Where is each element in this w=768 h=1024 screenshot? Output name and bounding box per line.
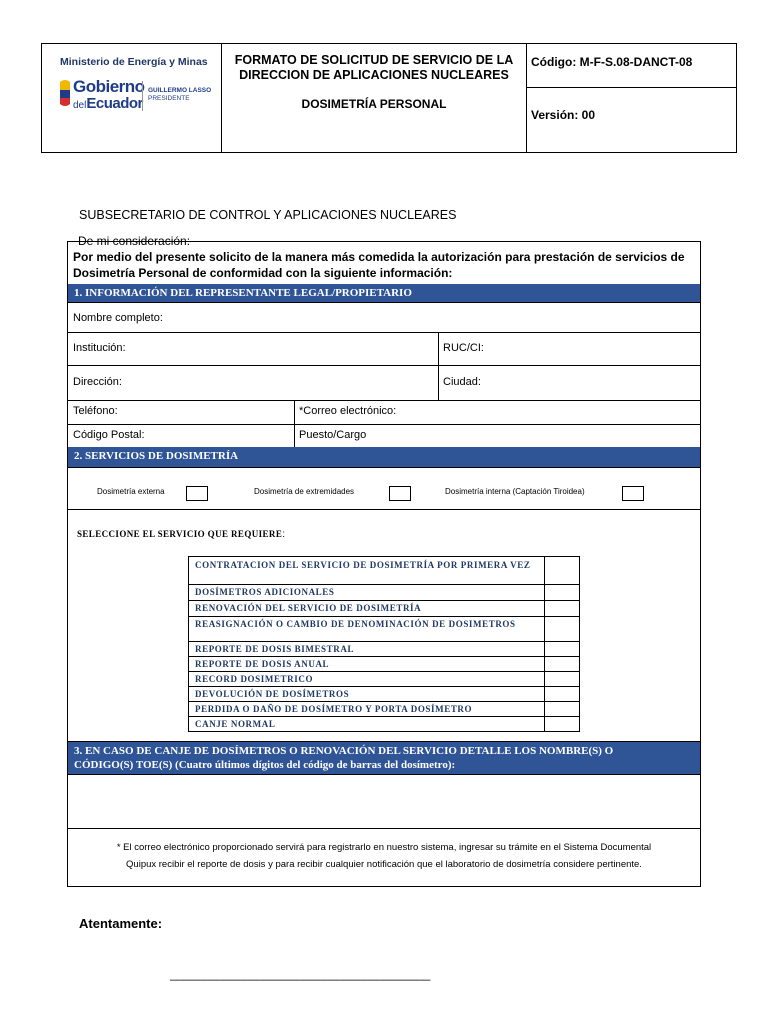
form-title-line2: DIRECCION DE APLICACIONES NUCLEARES <box>239 68 509 82</box>
service-label: REPORTE DE DOSIS ANUAL <box>189 657 545 672</box>
ministry-name: Ministerio de Energía y Minas <box>60 56 208 68</box>
select-service-prompt: SELECCIONE EL SERVICIO QUE REQUIERE <box>77 529 283 539</box>
form-title-line1: FORMATO DE SOLICITUD DE SERVICIO DE LA <box>234 53 514 67</box>
table-row <box>189 557 580 585</box>
section2-header: 2. SERVICIOS DE DOSIMETRÍA <box>68 447 700 467</box>
ruc-label: RUC/CI: <box>443 342 484 354</box>
service-checkbox[interactable] <box>545 642 580 657</box>
service-checkbox[interactable] <box>545 717 580 732</box>
postal-code-label: Código Postal: <box>73 429 145 441</box>
opt-external-label: Dosimetría externa <box>97 487 165 496</box>
addressee: SUBSECRETARIO DE CONTROL Y APLICACIONES NUCLEARES <box>79 208 457 222</box>
service-checkbox[interactable] <box>545 702 580 717</box>
service-checkbox[interactable] <box>545 657 580 672</box>
institution-label: Institución: <box>73 342 126 354</box>
closing: Atentamente: <box>79 916 163 931</box>
service-label: PERDIDA O DAÑO DE DOSÍMETRO Y PORTA DOSÍMETRO <box>189 702 545 717</box>
table-row <box>189 585 580 601</box>
president-title: PRESIDENTE <box>148 95 190 102</box>
signature-line: _______________________________________ <box>170 967 431 981</box>
section3-title-line1: 3. EN CASO DE CANJE DE DOSÍMETROS O RENOVACIÓN DEL SERVICIO DETALLE LOS NOMBRE(S) O <box>74 745 614 757</box>
service-checkbox[interactable] <box>545 557 580 585</box>
service-label: CONTRATACION DEL SERVICIO DE DOSIMETRÍA POR PRIMERA VEZ <box>189 557 545 585</box>
opt-extremities-checkbox[interactable] <box>389 486 411 501</box>
section3-title-line2: CÓDIGO(S) TOE(S) (Cuatro últimos dígitos del código de barras del dosímetro): <box>74 759 456 771</box>
service-checkbox[interactable] <box>545 601 580 617</box>
gov-line2: Ecuador <box>86 95 143 112</box>
city-label: Ciudad: <box>443 376 481 388</box>
opt-internal-checkbox[interactable] <box>622 486 644 501</box>
service-label: CANJE NORMAL <box>189 717 545 732</box>
form-version: Versión: 00 <box>531 108 596 122</box>
services-table <box>188 556 580 732</box>
table-row <box>189 672 580 687</box>
form-subtitle: DOSIMETRÍA PERSONAL <box>301 97 447 111</box>
service-checkbox[interactable] <box>545 687 580 702</box>
table-row <box>189 717 580 732</box>
section1-header: 1. INFORMACIÓN DEL REPRESENTANTE LEGAL/PROPIETARIO <box>68 284 700 302</box>
select-service-colon: : <box>282 529 286 540</box>
service-checkbox[interactable] <box>545 585 580 601</box>
intro-line1: Por medio del presente solicito de la manera más comedida la autorización para prestación de servicios de <box>73 250 685 264</box>
email-label: *Correo electrónico: <box>299 405 397 417</box>
full-name-label: Nombre completo: <box>73 312 163 324</box>
greeting: De mi consideración: <box>78 234 191 248</box>
position-label: Puesto/Cargo <box>299 429 367 441</box>
ministry-logo <box>58 54 218 124</box>
section3-header <box>68 741 700 774</box>
table-row <box>189 657 580 672</box>
opt-extremities-label: Dosimetría de extremidades <box>254 487 355 496</box>
address-label: Dirección: <box>73 376 122 388</box>
opt-internal-label: Dosimetría interna (Captación Tiroidea) <box>445 487 585 496</box>
intro-line2: Dosimetría Personal de conformidad con la siguiente información: <box>73 266 453 280</box>
gov-line1: Gobierno <box>73 77 145 96</box>
opt-external-checkbox[interactable] <box>186 486 208 501</box>
service-label: REASIGNACIÓN O CAMBIO DE DENOMINACIÓN DE DOSIMETROS <box>189 617 545 642</box>
service-label: REPORTE DE DOSIS BIMESTRAL <box>189 642 545 657</box>
gov-emblem-icon <box>58 78 72 108</box>
service-label: RECORD DOSIMETRICO <box>189 672 545 687</box>
table-row <box>189 642 580 657</box>
phone-label: Teléfono: <box>73 405 118 417</box>
note-line2: Quipux recibir el reporte de dosis y para recibir cualquier notificación que el laboratorio de dosimetría considere pertinente. <box>126 859 642 870</box>
service-label: DEVOLUCIÓN DE DOSÍMETROS <box>189 687 545 702</box>
table-row <box>189 617 580 642</box>
service-label: DOSÍMETROS ADICIONALES <box>189 585 545 601</box>
service-checkbox[interactable] <box>545 672 580 687</box>
gov-line2-prefix: del <box>73 100 87 111</box>
service-label: RENOVACIÓN DEL SERVICIO DE DOSIMETRÍA <box>189 601 545 617</box>
table-row <box>189 687 580 702</box>
note-line1: * El correo electrónico proporcionado servirá para registrarlo en nuestro sistema, ingresar su trámite en el Sistema Documental <box>116 842 652 853</box>
toe-codes-field[interactable] <box>68 775 700 828</box>
table-row <box>189 601 580 617</box>
president-name: GUILLERMO LASSO <box>148 87 212 94</box>
table-row <box>189 702 580 717</box>
service-checkbox[interactable] <box>545 617 580 642</box>
form-code: Código: M-F-S.08-DANCT-08 <box>531 55 693 69</box>
